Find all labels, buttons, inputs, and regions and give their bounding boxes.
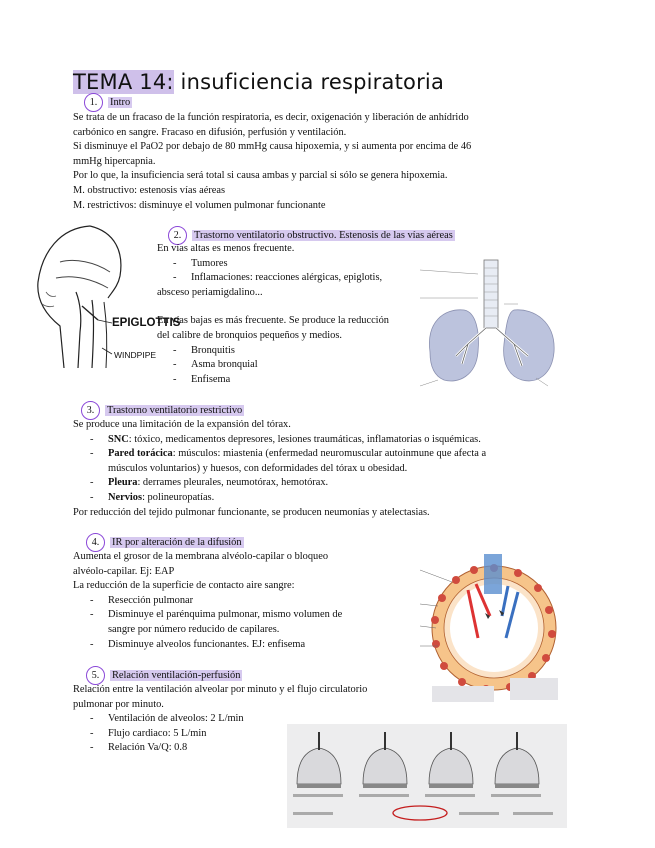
list-item: - Resección pulmonar [90, 594, 194, 606]
paragraph-line: En vías altas es menos frecuente. [157, 243, 295, 254]
list-item: - Pleura: derrames pleurales, neumotórax, hemotórax. [90, 477, 329, 489]
bronchial-tree-figure [418, 252, 568, 394]
paragraph-line: Aumenta el grosor de la membrana alvéolo-capilar o bloqueo [73, 551, 329, 562]
section-number: 4. [86, 533, 105, 552]
section-number: 3. [81, 401, 100, 420]
list-item-continuation: músculos voluntarios) y huesos, con deformidades del tórax u obesidad. [108, 462, 408, 474]
section-number: 5. [86, 666, 105, 685]
paragraph-line: absceso periamigdalino... [157, 286, 263, 298]
paragraph-line: Si disminuye el PaO2 por debajo de 80 mmHg causa hipoxemia, y si aumenta por encima de 46 [73, 141, 472, 153]
section-label: Trastorno ventilatorio obstructivo. Estenosis de las vías aéreas [194, 230, 453, 241]
alveolar-diffusion-figure [398, 546, 562, 708]
title-prefix: TEMA 14: [73, 70, 174, 94]
page-title [73, 70, 444, 94]
section-label: Intro [110, 97, 131, 108]
section-1-heading [84, 93, 132, 112]
list-item: - Inflamaciones: reacciones alérgicas, epiglotis, [173, 272, 383, 284]
list-item: - Pared torácica: músculos: miastenia (enfermedad neuromuscular autoinmune que afecta a [90, 448, 487, 460]
list-item: - Flujo cardiaco: 5 L/min [90, 727, 207, 739]
list-item: - Tumores [173, 257, 228, 269]
paragraph-line: Se trata de un fracaso de la función respiratoria, es decir, oxigenación y liberación de anhídrido [73, 112, 469, 123]
list-item: - Ventilación de alveolos: 2 L/min [90, 713, 244, 725]
paragraph-line: M. obstructivo: estenosis vías aéreas [73, 184, 226, 196]
windpipe-label: WINDPIPE [114, 350, 157, 360]
list-item-continuation: sangre por número reducido de capilares. [108, 623, 280, 635]
paragraph-line: carbónico en sangre. Fracaso en difusión, perfusión y ventilación. [73, 126, 347, 138]
epiglottis-label: EPIGLOTTIS [112, 317, 181, 329]
paragraph-line: alvéolo-capilar. Ej: EAP [73, 565, 175, 577]
section-3-body [73, 418, 486, 520]
list-item: - SNC: tóxico, medicamentos depresores, lesiones traumáticas, inflamatorias o isquémicas. [90, 433, 481, 445]
paragraph-line: pulmonar por minuto. [73, 698, 164, 710]
section-label: Trastorno ventilatorio restrictivo [107, 405, 243, 416]
paragraph-line: mmHg hipercapnia. [73, 155, 156, 167]
paragraph-line: Por lo que, la insuficiencia será total si causa ambas y parcial si sólo se genera hipoxemia. [73, 170, 448, 182]
section-label: IR por alteración de la difusión [112, 537, 242, 548]
list-item: - Disminuye el parénquima pulmonar, mismo volumen de [90, 609, 343, 621]
paragraph-line: Por reducción del tejido pulmonar funcionante, se producen neumonías y atelectasias. [73, 506, 430, 518]
section-number: 2. [168, 226, 187, 245]
list-item: - Asma bronquial [173, 359, 258, 371]
section-label: Relación ventilación-perfusión [112, 670, 241, 681]
paragraph-line: La reducción de la superficie de contacto aire sangre: [73, 580, 295, 592]
paragraph-line: M. restrictivos: disminuye el volumen pulmonar funcionante [73, 199, 326, 211]
paragraph-line: del calibre de bronquios pequeños y medios. [157, 329, 342, 341]
paragraph-line: En vías bajas es más frecuente. Se produce la reducción [157, 315, 389, 327]
paragraph-line: Relación entre la ventilación alveolar por minuto y el flujo circulatorio [73, 684, 368, 695]
section-2-body [157, 242, 389, 387]
list-item: - Enfisema [173, 373, 231, 385]
list-item: - Disminuye alveolos funcionantes. EJ: enfisema [90, 638, 306, 650]
ventilation-perfusion-figure [287, 724, 567, 828]
section-number: 1. [84, 93, 103, 112]
title-rest: insuficiencia respiratoria [173, 70, 445, 94]
paragraph-line: Se produce una limitación de la expansión del tórax. [73, 419, 291, 430]
list-item: - Relación Va/Q: 0.8 [90, 742, 188, 754]
section-4-body [73, 550, 342, 652]
list-item: - Nervios: polineuropatías. [90, 491, 215, 503]
list-item: - Bronquitis [173, 344, 235, 356]
section-1-body [73, 111, 471, 213]
